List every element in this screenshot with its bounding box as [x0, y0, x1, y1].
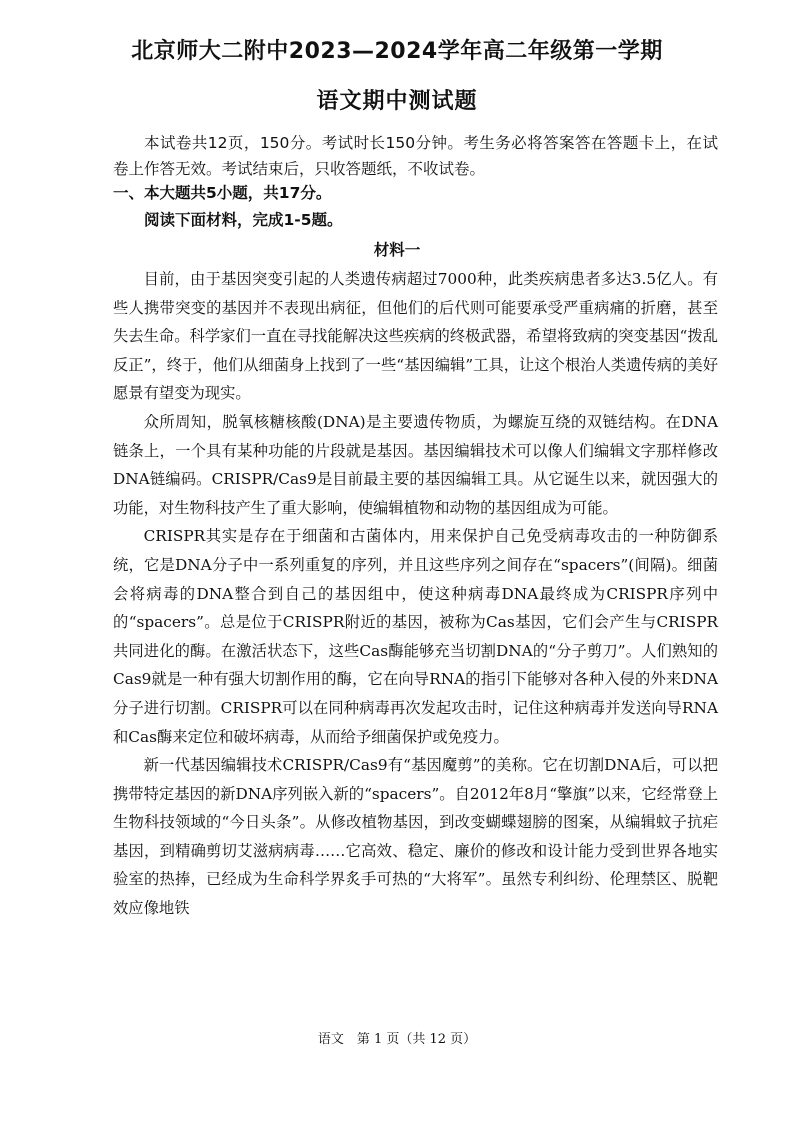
- paragraph: 新一代基因编辑技术CRISPR/Cas9有“基因魔剪”的美称。它在切割DNA后，可以把携带特定基因的新DNA序列嵌入新的“spacers”。自2012年8月“擎旗”以来，它经常登上生物科技领域的“今日头条”。从修改植物基因，到改变蝴蝶翅膀的图案，从编辑蚊子抗疟基因，到精确剪切艾滋病病毒……它高效、稳定、廉价的修改和设计能力受到世界各地实验室的热捧，已经成为生命科学界炙手可热的“大将军”。虽然专利纠纷、伦理禁区、脱靶效应像地铁: [113, 756, 718, 918]
- material-title: 材料一: [373, 241, 421, 259]
- page-footer: 语文 第 1 页（共 12 页）: [317, 1032, 477, 1047]
- paragraph: 众所周知，脱氧核糖核酸(DNA)是主要遗传物质，为螺旋互绕的双链结构。在DNA链条上，一个具有某种功能的片段就是基因。基因编辑技术可以像人们编辑文字那样修改DNA链编码。CRISPR/Cas9是目前最主要的基因编辑工具。从它诞生以来，就因强大的功能，对生物科技产生了重大影响，使编辑植物和动物的基因组成为可能。: [113, 412, 718, 517]
- paragraph: 目前，由于基因突变引起的人类遗传病超过7000种，此类疾病患者多达3.5亿人。有些人携带突变的基因并不表现出病征，但他们的后代则可能要承受严重病痛的折磨，甚至失去生命。科学家们一直在寻找能解决这些疾病的终极武器，希望将致病的突变基因“拨乱反正”，终于，他们从细菌身上找到了一些“基因编辑”工具，让这个根治人类遗传病的美好愿景有望变为现实。: [113, 270, 718, 403]
- exam-subtitle: 语文期中测试题: [316, 89, 478, 114]
- section-heading: 一、本大题共5小题，共17分。: [113, 184, 332, 202]
- reading-instruction: 阅读下面材料，完成1-5题。: [144, 211, 343, 229]
- material-body: [113, 265, 718, 923]
- exam-title: 北京师大二附中2023—2024学年高二年级第一学期: [131, 39, 663, 64]
- exam-instructions: 本试卷共12页，150分。考试时长150分钟。考生务必将答案答在答题卡上，在试卷上作答无效。考试结束后，只收答题纸，不收试卷。: [113, 134, 718, 178]
- paragraph: CRISPR其实是存在于细菌和古菌体内，用来保护自己免受病毒攻击的一种防御系统，它是DNA分子中一系列重复的序列，并且这些序列之间存在“spacers”(间隔)。细菌会将病毒的DNA整合到自己的基因组中，使这种病毒DNA最终成为CRISPR序列中的“spacers”。总是位于CRISPR附近的基因，被称为Cas基因，它们会产生与CRISPR共同进化的酶。在激活状态下，这些Cas酶能够充当切割DNA的“分子剪刀”。人们熟知的Cas9就是一种有强大切割作用的酶，它在向导RNA的指引下能够对各种入侵的外来DNA分子进行切割。CRISPR可以在同种病毒再次发起攻击时，记住这种病毒并发送向导RNA和Cas酶来定位和破坏病毒，从而给予细菌保护或免疫力。: [113, 527, 718, 746]
